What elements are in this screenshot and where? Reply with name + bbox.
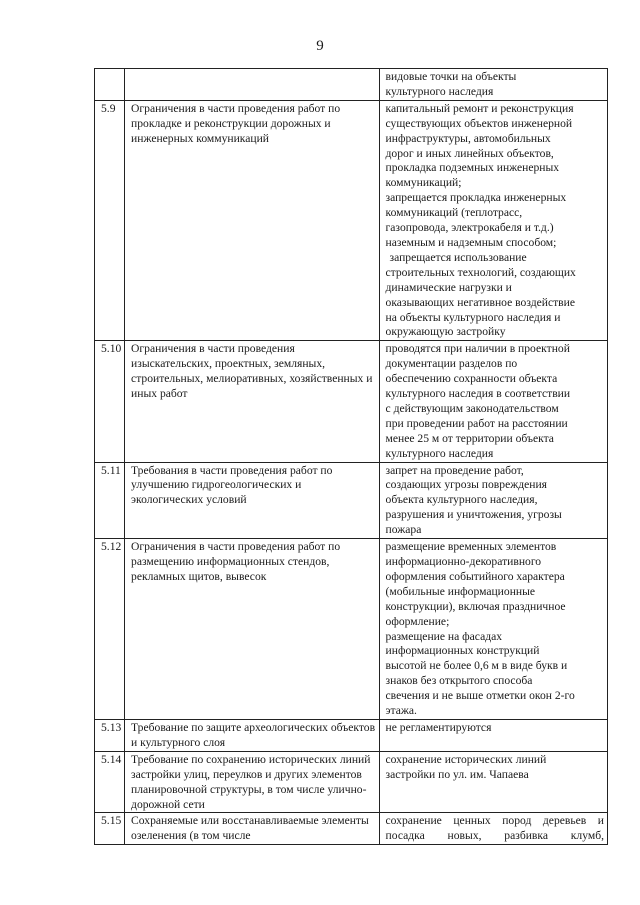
value-line: размещение на фасадах bbox=[385, 629, 503, 643]
requirement-value bbox=[379, 341, 607, 462]
value-line: сохранение исторических линий bbox=[385, 752, 547, 766]
requirement-name: Ограничения в части проведения работ по прокладке и реконструкции дорожных и инженерных коммуникаций bbox=[125, 100, 379, 341]
table-row bbox=[95, 539, 608, 720]
value-line: на объекты культурного наследия и bbox=[385, 310, 561, 324]
requirement-value bbox=[379, 539, 607, 720]
value-line: капитальный ремонт и реконструкция bbox=[385, 101, 574, 115]
value-line: знаков без открытого способа bbox=[385, 674, 533, 688]
row-number: 5.10 bbox=[95, 341, 125, 462]
value-line: культурного наследия bbox=[385, 446, 494, 460]
value-line: существующих объектов инженерной bbox=[385, 116, 573, 130]
row-number: 5.13 bbox=[95, 719, 125, 751]
table-row bbox=[95, 69, 608, 101]
value-line: культурного наследия bbox=[385, 84, 494, 98]
value-line: газопровода, электрокабеля и т.д.) bbox=[385, 221, 554, 235]
value-line: высотой не более 0,6 м в виде букв и bbox=[385, 659, 568, 673]
requirement-name bbox=[125, 69, 379, 101]
value-line: культурного наследия в соответствии bbox=[385, 387, 571, 401]
value-line: (мобильные информационные bbox=[385, 584, 536, 598]
value-line: запрещается использование bbox=[389, 250, 527, 264]
table-row bbox=[95, 751, 608, 813]
value-line: коммуникаций; bbox=[385, 176, 462, 190]
value-line: наземным и надземным способом; bbox=[385, 235, 557, 249]
page-number: 9 bbox=[316, 38, 324, 54]
table-row bbox=[95, 100, 608, 341]
requirement-name: Требование по сохранению исторических линий застройки улиц, переулков и других элементов планировочной структуры, в том числе улично-дорожной сети bbox=[125, 751, 379, 813]
row-number: 5.12 bbox=[95, 539, 125, 720]
value-line: строительных технологий, создающих bbox=[385, 265, 576, 279]
requirement-value bbox=[379, 751, 607, 813]
row-number: 5.11 bbox=[95, 462, 125, 539]
value-line: свечения и не выше отметки окон 2-го bbox=[385, 689, 575, 703]
requirement-value bbox=[379, 462, 607, 539]
row-number: 5.15 bbox=[95, 813, 125, 845]
value-line: запрещается прокладка инженерных bbox=[385, 191, 567, 205]
value-line: информационных конструкций bbox=[385, 644, 540, 658]
value-line: создающих угрозы повреждения bbox=[385, 478, 548, 492]
table-row bbox=[95, 462, 608, 539]
value-line: пожара bbox=[385, 523, 422, 537]
value-line: оформления событийного характера bbox=[385, 569, 565, 583]
value-line: информационно-декоративного bbox=[385, 555, 542, 568]
requirement-value bbox=[379, 813, 607, 845]
value-line: разрушения и уничтожения, угрозы bbox=[385, 508, 562, 522]
value-line: посадка новых, разбивка клумб, bbox=[385, 829, 604, 843]
value-line: застройки по ул. им. Чапаева bbox=[385, 767, 529, 781]
value-line: динамические нагрузки и bbox=[385, 280, 512, 294]
value-line: конструкции), включая праздничное bbox=[385, 599, 566, 613]
value-line: менее 25 м от территории объекта bbox=[385, 431, 554, 445]
value-line: коммуникаций (теплотрасс, bbox=[385, 206, 523, 220]
value-line: видовые точки на объекты bbox=[385, 70, 517, 83]
requirement-value bbox=[379, 719, 607, 751]
table-row bbox=[95, 813, 608, 845]
requirement-name: Требования в части проведения работ по улучшению гидрогеологических и экологических условий bbox=[125, 462, 379, 539]
value-line: запрет на проведение работ, bbox=[385, 463, 524, 477]
requirement-name: Сохраняемые или восстанавливаемые элементы озеленения (в том числе bbox=[125, 813, 379, 845]
value-line: этажа. bbox=[385, 704, 417, 718]
value-line: прокладка подземных инженерных bbox=[385, 161, 560, 175]
value-line: инфраструктуры, автомобильных bbox=[385, 131, 551, 145]
regulations-table bbox=[94, 68, 608, 845]
table-row bbox=[95, 719, 608, 751]
requirement-value bbox=[379, 100, 607, 341]
requirement-name: Ограничения в части проведения работ по размещению информационных стендов, рекламных щитов, вывесок bbox=[125, 539, 379, 720]
requirement-name: Ограничения в части проведения изыскательских, проектных, земляных, строительных, мелиоративных, хозяйственных и иных работ bbox=[125, 341, 379, 462]
table-row bbox=[95, 341, 608, 462]
value-line: объекта культурного наследия, bbox=[385, 493, 538, 507]
value-line: сохранение ценных пород деревьев и bbox=[385, 814, 604, 828]
value-line: размещение временных элементов bbox=[385, 540, 557, 554]
row-number bbox=[95, 69, 125, 101]
value-line: дорог и иных линейных объектов, bbox=[385, 146, 554, 160]
value-line: документации разделов по bbox=[385, 357, 518, 371]
requirement-name: Требование по защите археологических объектов и культурного слоя bbox=[125, 719, 379, 751]
row-number: 5.14 bbox=[95, 751, 125, 813]
value-line: оказывающих негативное воздействие bbox=[385, 295, 575, 309]
value-line: при проведении работ на расстоянии bbox=[385, 416, 568, 430]
value-line: проводятся при наличии в проектной bbox=[385, 342, 570, 356]
requirement-value bbox=[379, 69, 607, 101]
value-line: окружающую застройку bbox=[385, 325, 506, 339]
value-line: оформление; bbox=[385, 614, 450, 628]
row-number: 5.9 bbox=[95, 100, 125, 341]
value-line: обеспечению сохранности объекта bbox=[385, 372, 558, 386]
value-line: не регламентируются bbox=[385, 720, 492, 734]
value-line: с действующим законодательством bbox=[385, 401, 559, 415]
